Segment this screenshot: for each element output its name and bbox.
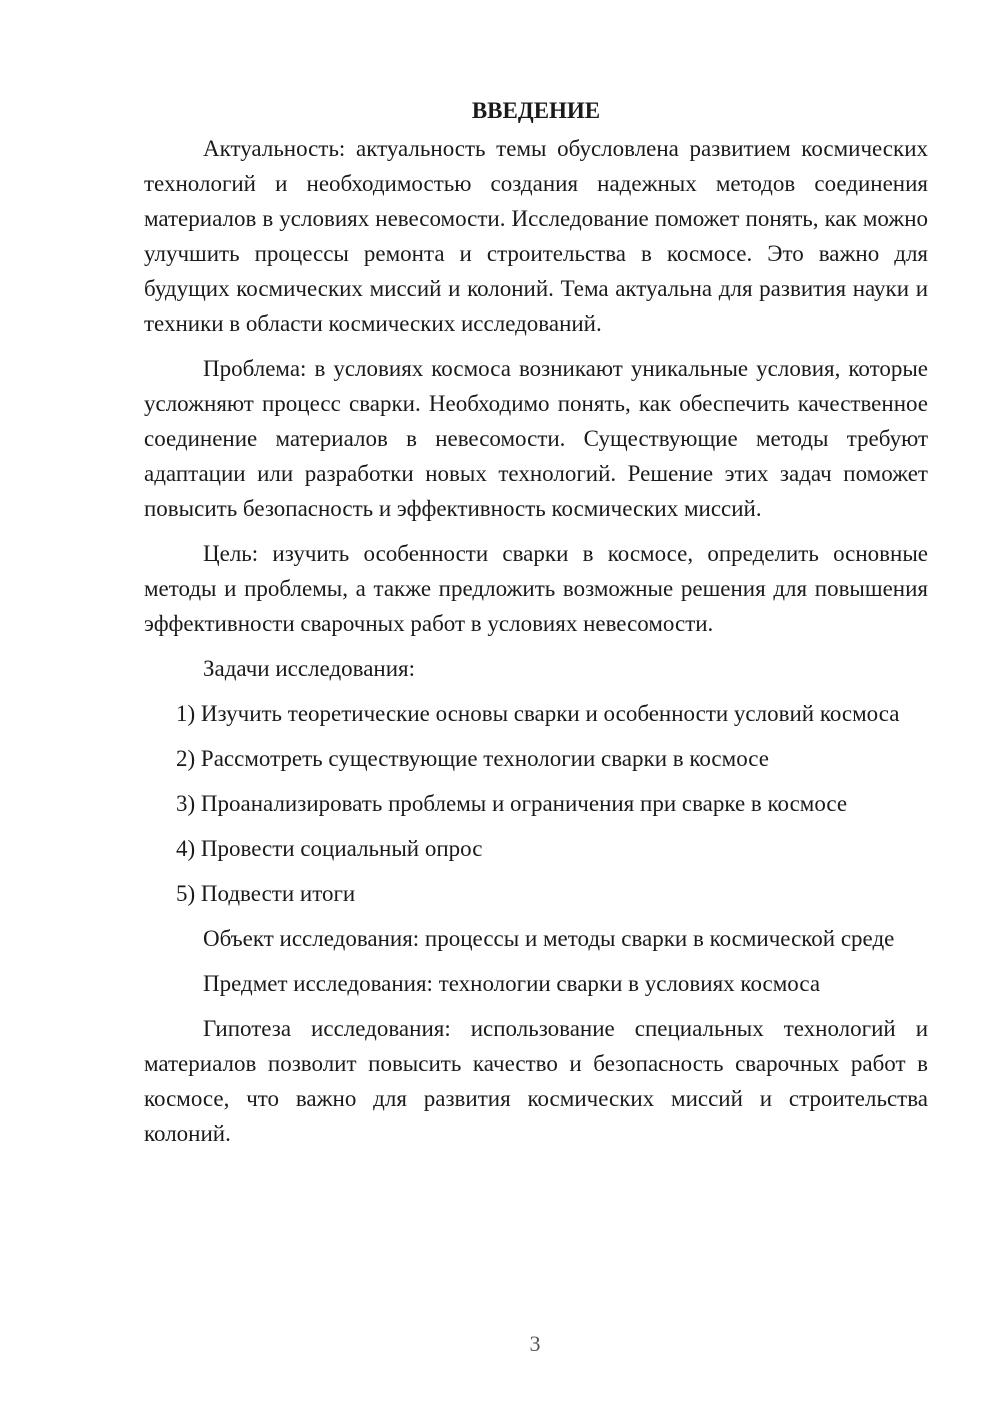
paragraph-relevance: Актуальность: актуальность темы обусловлена развитием космических технологий и необходимостью создания надежных методов соединения материалов в условиях невесомости. Исследование поможет понять, как можно улучшить процессы ремонта и строительства в космосе. Это важно для будущих космических миссий и колоний. Тема актуальна для развития науки и техники в области космических исследований. — [144, 136, 928, 336]
task-item-1: 1) Изучить теоретические основы сварки и особенности условий космоса — [176, 701, 900, 726]
paragraph-subject: Предмет исследования: технологии сварки в условиях космоса — [203, 971, 821, 996]
task-item-2: 2) Рассмотреть существующие технологии сварки в космосе — [176, 746, 769, 771]
paragraph-goal: Цель: изучить особенности сварки в космосе, определить основные методы и проблемы, а также предложить возможные решения для повышения эффективности сварочных работ в условиях невесомости. — [144, 541, 928, 636]
page-content — [144, 93, 928, 1161]
paragraph-hypothesis: Гипотеза исследования: использование специальных технологий и материалов позволит повысить качество и безопасность сварочных работ в космосе, что важно для развития космических миссий и строительства колоний. — [144, 1016, 928, 1146]
tasks-heading: Задачи исследования: — [203, 656, 416, 681]
task-item-4: 4) Провести социальный опрос — [176, 836, 483, 861]
task-item-3: 3) Проанализировать проблемы и ограничения при сварке в космосе — [176, 791, 848, 816]
paragraph-object: Объект исследования: процессы и методы сварки в космической среде — [203, 926, 895, 951]
paragraph-problem: Проблема: в условиях космоса возникают уникальные условия, которые усложняют процесс сварки. Необходимо понять, как обеспечить качественное соединение материалов в невесомости. Существующие методы требуют адаптации или разработки новых технологий. Решение этих задач поможет повысить безопасность и эффективность космических миссий. — [144, 356, 928, 521]
page-number: 3 — [529, 1331, 541, 1356]
task-item-5: 5) Подвести итоги — [176, 881, 356, 906]
section-title: ВВЕДЕНИЕ — [471, 98, 601, 123]
